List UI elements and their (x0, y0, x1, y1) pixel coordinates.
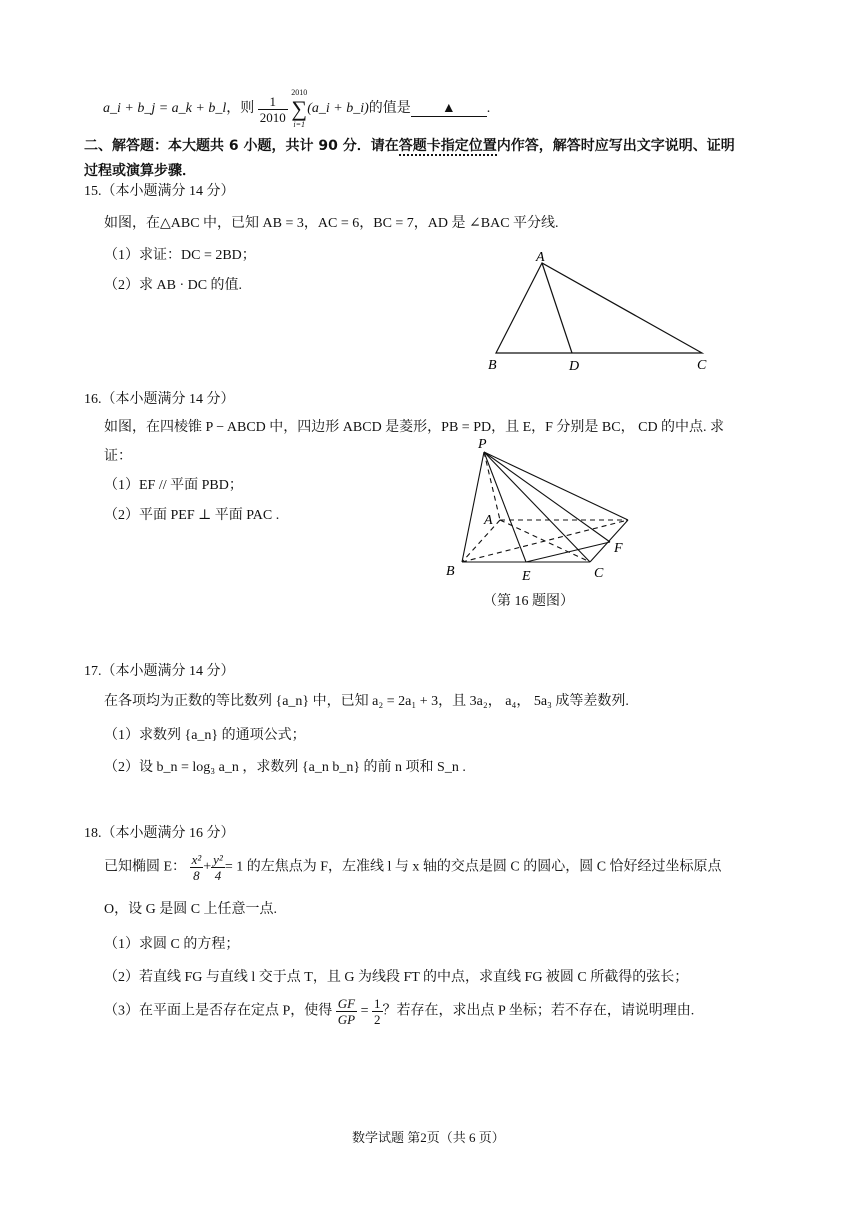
label-a: A (484, 513, 493, 528)
label-e: E (522, 569, 531, 584)
q14-frac-num: 1 (258, 94, 288, 110)
section2-heading (84, 135, 735, 155)
one-half (372, 996, 383, 1027)
q18-part2: （2）若直线 FG 与直线 l 交于点 T，且 G 为线段 FT 的中点，求直线 FG 被圆 C 所截得的弦长； (104, 970, 689, 985)
q16-stem2: 证： (104, 449, 132, 464)
q15-part2: （2）求 AB · DC 的值. (104, 278, 243, 293)
q18-header: 18.（本小题满分 16 分） (84, 826, 235, 841)
label-c: C (594, 566, 604, 581)
q16-part2: （2）平面 PEF ⊥ 平面 PAC . (104, 508, 280, 523)
q17-part1: （1）求数列 {a_n} 的通项公式； (104, 728, 306, 743)
q14-sum-lower: i=1 (293, 120, 306, 129)
x2-over-8 (190, 852, 204, 883)
q14-frac-den: 2010 (259, 109, 286, 125)
q17-part2: （2）设 b_n = log₃ a_n ，求数列 {a_n b_n} 的前 n 项和 S_n . (104, 760, 466, 775)
half-num: 1 (374, 996, 381, 1011)
answer-blank (411, 102, 487, 117)
page-footer: 数学试题 第2页（共 6 页） (352, 1130, 505, 1145)
sigma-icon: ∑ (291, 96, 308, 121)
half-den: 2 (374, 1012, 381, 1027)
q14-mid: ，则 (226, 101, 255, 117)
triangle-abc (496, 263, 702, 353)
section2-line1b: 内作答，解答时应写出文字说明、证明 (496, 138, 735, 154)
q18-p3b: ？若存在，求出点 P 坐标；若不存在，请说明理由. (382, 1003, 695, 1019)
x2-num: x² (191, 852, 202, 867)
label-d: D (569, 359, 580, 374)
q15-triangle-figure (480, 245, 720, 375)
q14-condition: a_i + b_j = a_k + b_l (103, 101, 227, 117)
q16-header: 16.（本小题满分 14 分） (84, 392, 235, 407)
label-a: A (536, 250, 545, 265)
equals-sign: = (360, 1003, 369, 1019)
section2-line1: 二、解答题：本大题共 6 小题，共计 90 分．请在 (84, 138, 399, 154)
q18-stem-line2: O，设 G 是圆 C 上任意一点. (104, 902, 278, 917)
triangle-marker-icon: ▲ (441, 101, 456, 117)
section2-line2: 过程或演算步骤． (84, 163, 196, 179)
label-c: C (697, 358, 707, 373)
gf-over-gp (336, 996, 357, 1027)
q16-caption: （第 16 题图） (483, 594, 574, 609)
q16-part1: （1）EF // 平面 PBD； (104, 478, 243, 493)
q16-stem1: 如图，在四棱锥 P − ABCD 中，四边形 ABCD 是菱形，PB = PD，且 E，F 分别是 BC， CD 的中点. 求 (104, 420, 725, 435)
q15-header: 15.（本小题满分 14 分） (84, 184, 235, 199)
y2-num: y² (213, 852, 223, 867)
q14-end: . (486, 101, 491, 117)
q18-stem-a: 已知椭圆 E： (104, 859, 187, 875)
label-b: B (446, 564, 455, 579)
q18-part3 (104, 996, 694, 1027)
q17-header: 17.（本小题满分 14 分） (84, 664, 235, 679)
q14-sum (291, 88, 307, 130)
bisector-ad (542, 263, 572, 353)
q14-sum-upper: 2010 (291, 88, 308, 97)
q14-suffix: 的值是 (368, 101, 411, 117)
q15-stem: 如图，在△ABC 中，已知 AB = 3，AC = 6，BC = 7，AD 是 ∠BAC 平分线. (104, 216, 559, 231)
y2-over-4 (211, 852, 225, 883)
q17-stem: 在各项均为正数的等比数列 {a_n} 中，已知 a₂ = 2a₁ + 3，且 3a₂， a₄， 5a₃ 成等差数列. (104, 694, 629, 709)
section2-emphasis: 答题卡指定位置 (398, 138, 497, 154)
q18-stem-b: = 1 的左焦点为 F，左准线 l 与 x 轴的交点是圆 C 的圆心，圆 C 恰好经过坐标原点 (224, 859, 722, 875)
q14-tail-line (103, 88, 490, 130)
x2-den: 8 (193, 868, 200, 883)
q18-stem-line1: 已知椭圆 E： $\frac{\text{x²}}{8}$ + $\frac{\text{y²}}{4}$ = 1 的左焦点为 F，左准线 l 与 x 轴的交点是圆 C 的圆心，圆 C 恰好经过坐标原点 (104, 852, 722, 883)
y2-den: 4 (214, 868, 222, 883)
q16-pyramid-figure (440, 432, 650, 592)
label-p: P (478, 437, 487, 452)
gp-den: GP (337, 1012, 356, 1027)
q14-sum-body: (a_i + b_i) (307, 101, 369, 117)
gf-num: GF (337, 996, 356, 1011)
q15-part1: （1）求证：DC = 2BD； (104, 248, 256, 263)
q18-p3a: （3）在平面上是否存在定点 P，使得 (104, 1003, 333, 1019)
label-b: B (488, 358, 497, 373)
q14-fraction (258, 94, 288, 125)
q18-part1: （1）求圆 C 的方程； (104, 937, 240, 952)
label-f: F (614, 541, 623, 556)
